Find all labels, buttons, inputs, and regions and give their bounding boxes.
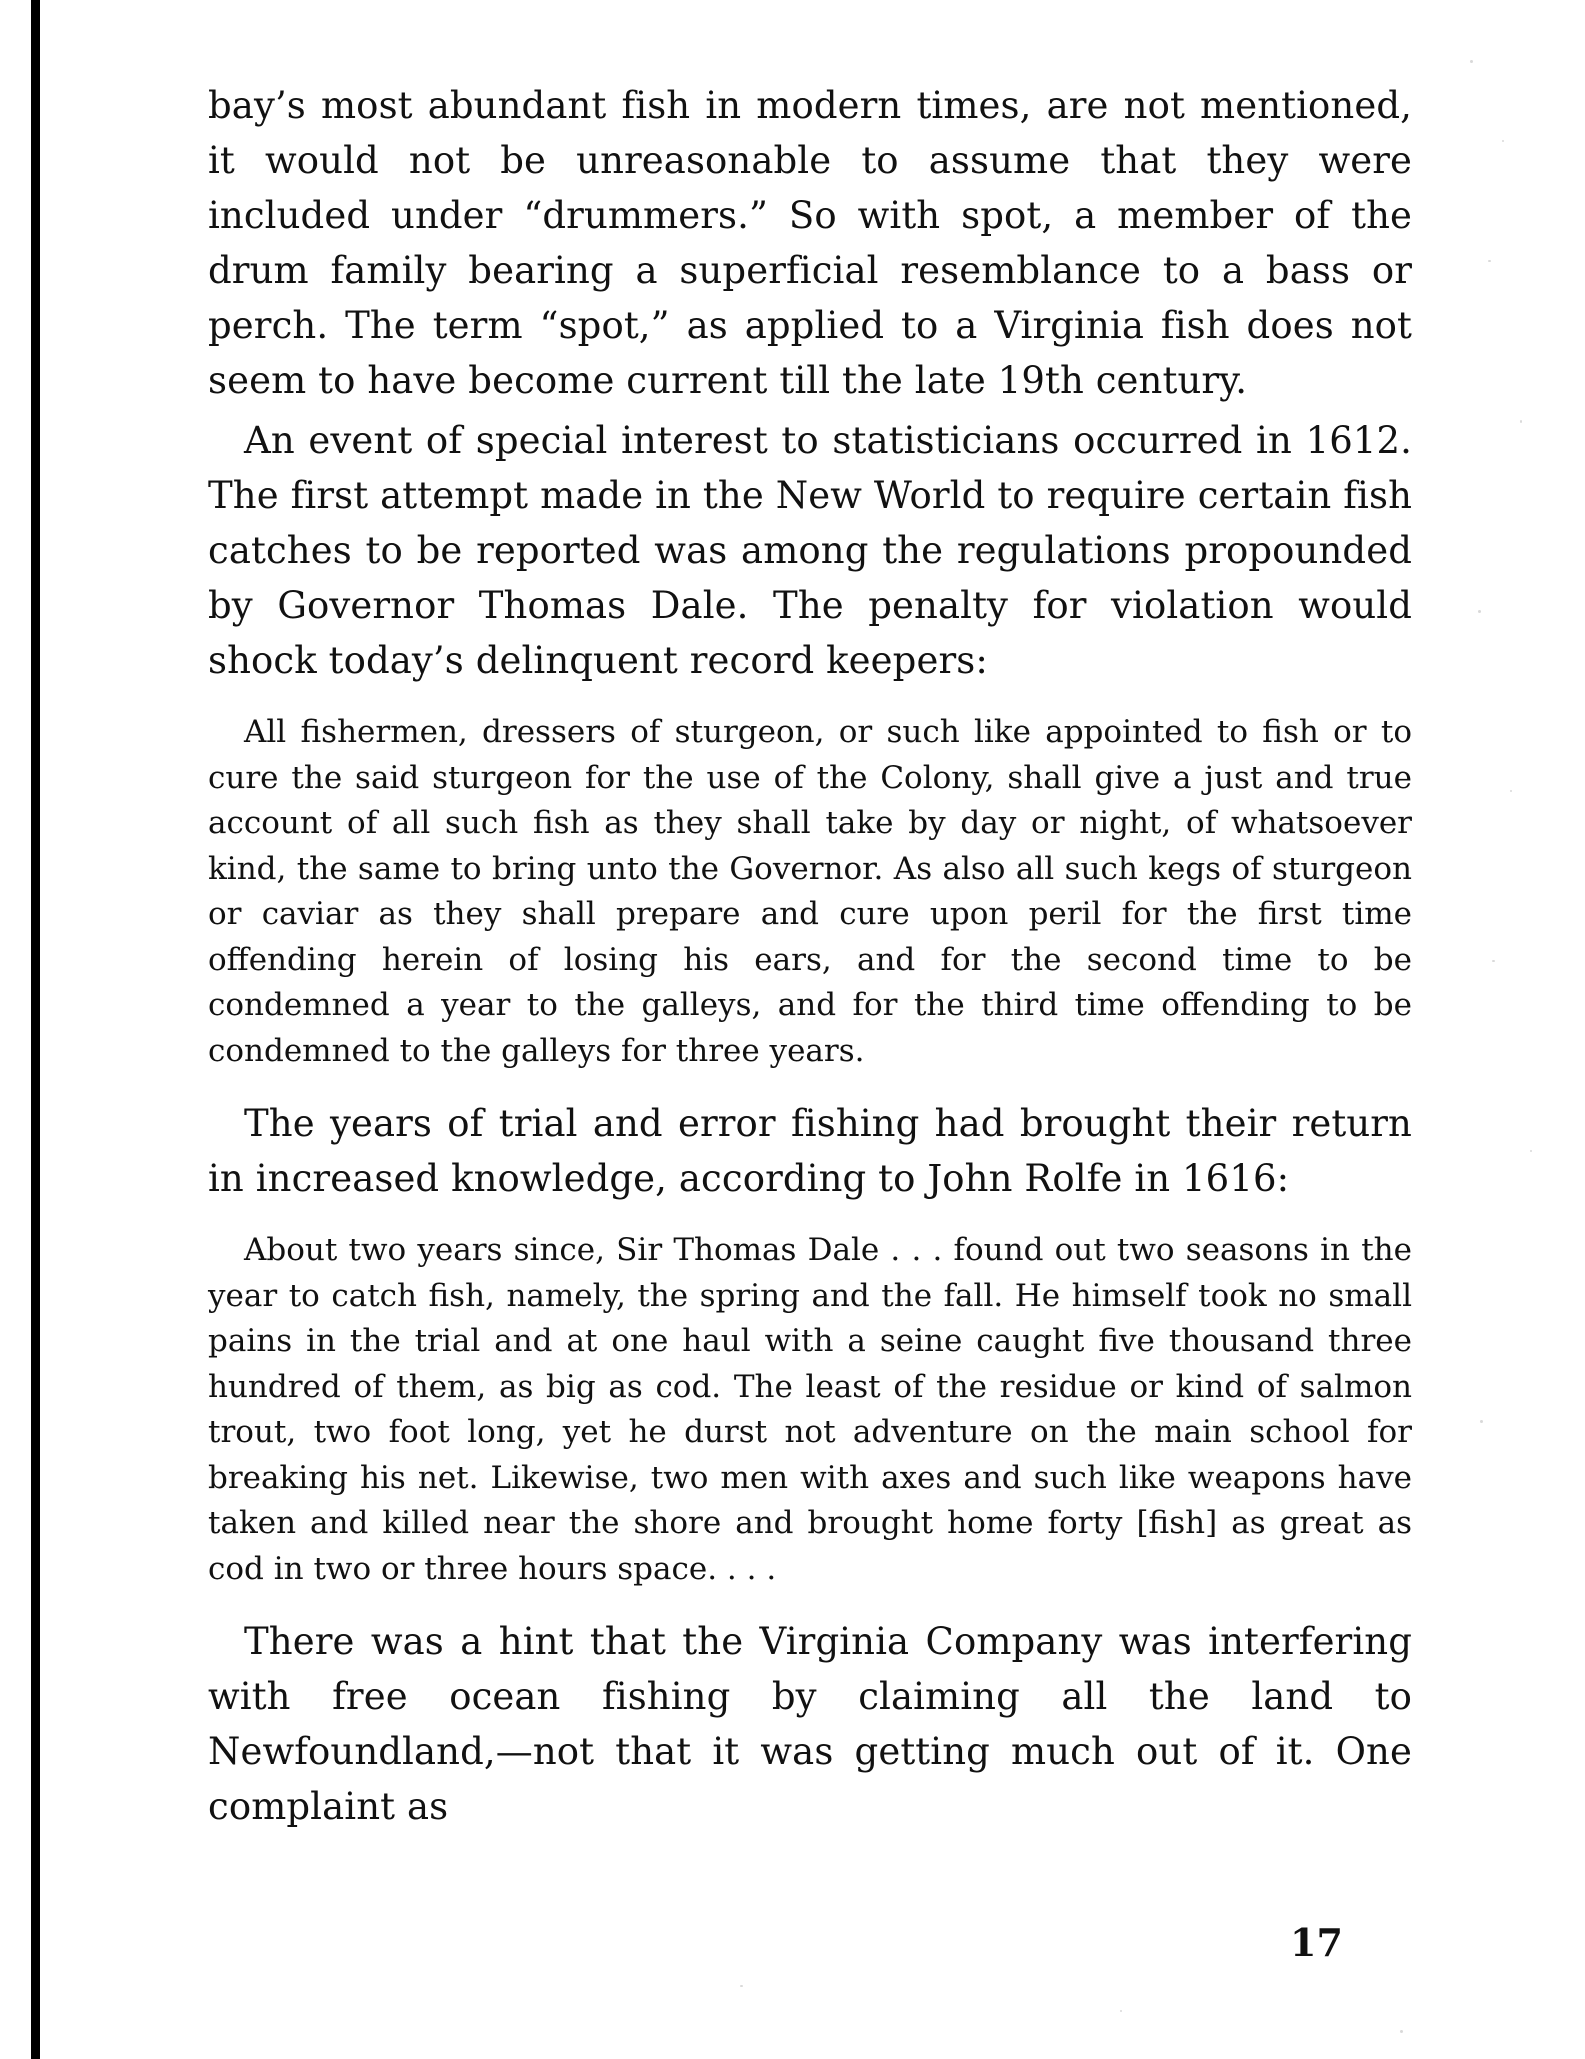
scan-speckle (1478, 610, 1481, 613)
scan-speckle (1470, 60, 1473, 63)
text-column (208, 78, 1412, 1834)
scan-speckle (1492, 960, 1495, 962)
scan-speckle (740, 1985, 743, 1987)
page-number: 17 (1290, 1920, 1343, 1965)
binding-edge (31, 0, 40, 2059)
scan-speckle (1488, 260, 1491, 262)
body-paragraph: There was a hint that the Virginia Company was interfering with free ocean fishing by claiming all the land to Newfoundland,—not that it was getting much out of it. One complaint as (208, 1620, 1412, 1828)
scan-speckle (1400, 2030, 1403, 2033)
body-paragraph: The years of trial and error fishing had brought their return in increased knowledge, according to John Rolfe in 1616: (208, 1102, 1412, 1200)
scan-speckle (1120, 2010, 1122, 2012)
body-paragraph: bay’s most abundant fish in modern times, are not mentioned, it would not be unreasonable to assume that they were included under “drummers.” So with spot, a member of the drum family bearing a superficial resemblance to a bass or perch. The term “spot,” as applied to a Virginia fish does not seem to have become current till the late 19th century. (208, 84, 1412, 402)
scan-speckle (1510, 790, 1512, 792)
block-quote: All fishermen, dressers of sturgeon, or such like appointed to fish or to cure the said sturgeon for the use of the Colony, shall give a just and true account of all such fish as they shall take by day or night, of whatsoever kind, the same to bring unto the Governor. As also all such kegs of sturgeon or caviar as they shall prepare and cure upon peril for the first time offending herein of losing his ears, and for the second time to be condemned a year to the galleys, and for the third time offending to be condemned to the galleys for three years. (208, 714, 1412, 1069)
block-quote: About two years since, Sir Thomas Dale . . . found out two seasons in the year to catch fish, namely, the spring and the fall. He himself took no small pains in the trial and at one haul with a seine caught five thousand three hundred of them, as big as cod. The least of the residue or kind of salmon trout, two foot long, yet he durst not adventure on the main school for breaking his net. Likewise, two men with axes and such like weapons have taken and killed near the shore and brought home forty [fish] as great as cod in two or three hours space. . . . (208, 1232, 1412, 1587)
scan-speckle (1530, 1150, 1532, 1152)
scan-speckle (1520, 420, 1522, 423)
scan-speckle (1480, 1420, 1483, 1423)
body-paragraph: An event of special interest to statisticians occurred in 1612. The first attempt made in the New World to require certain fish catches to be reported was among the regulations propounded by Governor Thomas Dale. The penalty for violation would shock today’s delinquent record keepers: (208, 419, 1412, 682)
scan-speckle (1502, 140, 1504, 142)
